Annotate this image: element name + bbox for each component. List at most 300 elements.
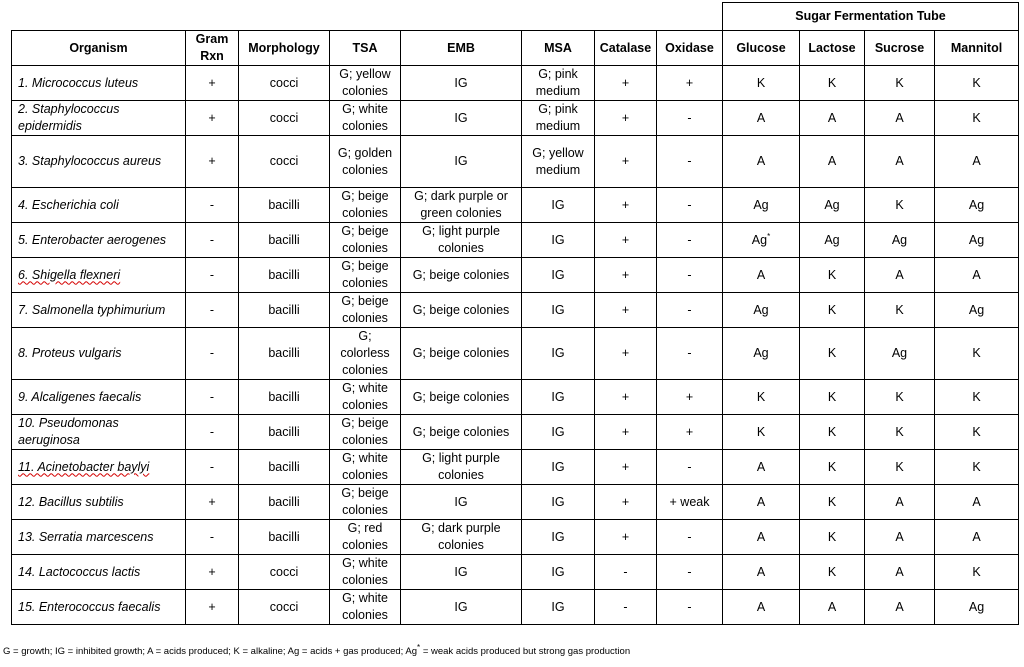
glucose-cell bbox=[723, 415, 800, 450]
gram-rxn-value: + bbox=[208, 494, 216, 509]
sucrose-cell bbox=[865, 380, 935, 415]
mannitol-cell bbox=[935, 450, 1019, 485]
glucose-cell bbox=[723, 328, 800, 380]
lactose-cell bbox=[800, 590, 865, 625]
emb-value: G; dark purple colonies bbox=[421, 521, 501, 552]
oxidase-cell bbox=[657, 520, 723, 555]
organism-name: 3. Staphylococcus aureus bbox=[18, 154, 162, 168]
mannitol-cell bbox=[935, 415, 1019, 450]
sucrose-value: A bbox=[895, 494, 904, 509]
msa-cell bbox=[522, 555, 595, 590]
glucose-cell bbox=[723, 520, 800, 555]
gram-rxn-cell bbox=[186, 555, 239, 590]
emb-value: G; beige colonies bbox=[412, 267, 510, 282]
emb-cell bbox=[401, 136, 522, 188]
catalase-value: + bbox=[621, 529, 630, 544]
table-row bbox=[12, 415, 1019, 450]
catalase-cell bbox=[595, 101, 657, 136]
lactose-value: K bbox=[827, 564, 837, 579]
catalase-value: + bbox=[621, 110, 630, 125]
mannitol-cell bbox=[935, 66, 1019, 101]
tsa-cell bbox=[330, 66, 401, 101]
group-header-row bbox=[12, 3, 1019, 31]
footnote-text-end: = weak acids produced but strong gas production bbox=[422, 646, 631, 657]
msa-cell bbox=[522, 485, 595, 520]
organism-cell bbox=[12, 328, 186, 380]
emb-cell bbox=[401, 223, 522, 258]
oxidase-cell bbox=[657, 136, 723, 188]
lactose-value: K bbox=[827, 529, 837, 544]
lactose-value: A bbox=[827, 154, 837, 168]
table-footnote bbox=[3, 642, 631, 657]
organism-cell bbox=[12, 136, 186, 188]
sucrose-value: A bbox=[895, 267, 904, 282]
msa-cell bbox=[522, 293, 595, 328]
mannitol-value: Ag bbox=[968, 599, 985, 614]
sucrose-value: K bbox=[895, 75, 904, 90]
organism-cell bbox=[12, 293, 186, 328]
catalase-cell bbox=[595, 415, 657, 450]
tsa-value: G; golden colonies bbox=[337, 145, 393, 177]
table-row bbox=[12, 450, 1019, 485]
gram-rxn-cell bbox=[186, 520, 239, 555]
lactose-cell bbox=[800, 66, 865, 101]
tsa-value: G; yellow colonies bbox=[339, 67, 391, 98]
sucrose-value: K bbox=[895, 424, 904, 439]
mannitol-value: K bbox=[972, 459, 981, 474]
lactose-value: K bbox=[827, 346, 837, 360]
sucrose-value: Ag bbox=[891, 346, 908, 360]
catalase-value: + bbox=[621, 346, 630, 360]
glucose-value: A bbox=[756, 154, 766, 168]
col-header-msa: MSA bbox=[522, 31, 595, 66]
mannitol-cell bbox=[935, 590, 1019, 625]
emb-value: IG bbox=[454, 599, 468, 614]
glucose-cell bbox=[723, 66, 800, 101]
mannitol-value: Ag bbox=[968, 197, 985, 212]
oxidase-value: - bbox=[687, 459, 692, 474]
tsa-value: G; red colonies bbox=[342, 521, 388, 552]
tsa-cell bbox=[330, 415, 401, 450]
msa-cell bbox=[522, 223, 595, 258]
catalase-value: + bbox=[621, 267, 630, 282]
sucrose-value: K bbox=[895, 389, 904, 404]
tsa-cell bbox=[330, 380, 401, 415]
morphology-cell bbox=[239, 293, 330, 328]
oxidase-cell bbox=[657, 485, 723, 520]
organism-name: 15. Enterococcus faecalis bbox=[18, 599, 161, 614]
header-spacer bbox=[330, 3, 401, 31]
lactose-cell bbox=[800, 328, 865, 380]
morphology-cell bbox=[239, 101, 330, 136]
oxidase-cell bbox=[657, 101, 723, 136]
tsa-cell bbox=[330, 555, 401, 590]
oxidase-value: + bbox=[685, 389, 694, 404]
tsa-cell bbox=[330, 258, 401, 293]
organism-cell bbox=[12, 258, 186, 293]
morphology-cell bbox=[239, 555, 330, 590]
header-spacer bbox=[401, 3, 522, 31]
header-spacer bbox=[595, 3, 657, 31]
oxidase-cell bbox=[657, 258, 723, 293]
lactose-value: K bbox=[827, 267, 837, 282]
gram-rxn-cell bbox=[186, 380, 239, 415]
mannitol-value: K bbox=[972, 75, 981, 90]
catalase-value: + bbox=[621, 232, 630, 247]
organism-cell bbox=[12, 380, 186, 415]
emb-cell bbox=[401, 590, 522, 625]
header-spacer bbox=[522, 3, 595, 31]
msa-cell bbox=[522, 101, 595, 136]
sucrose-cell bbox=[865, 328, 935, 380]
morphology-cell bbox=[239, 223, 330, 258]
table-row bbox=[12, 258, 1019, 293]
organism-name: 11. Acinetobacter baylyi bbox=[18, 459, 150, 474]
oxidase-value: - bbox=[687, 232, 692, 247]
glucose-cell bbox=[723, 101, 800, 136]
organism-cell bbox=[12, 101, 186, 136]
mannitol-cell bbox=[935, 380, 1019, 415]
tsa-cell bbox=[330, 328, 401, 380]
morphology-value: cocci bbox=[269, 154, 299, 168]
tsa-cell bbox=[330, 590, 401, 625]
lactose-cell bbox=[800, 293, 865, 328]
glucose-cell bbox=[723, 188, 800, 223]
morphology-value: bacilli bbox=[268, 346, 300, 360]
lactose-cell bbox=[800, 188, 865, 223]
emb-cell bbox=[401, 293, 522, 328]
oxidase-cell bbox=[657, 328, 723, 380]
lactose-value: K bbox=[827, 389, 837, 404]
organism-name: 1. Micrococcus luteus bbox=[18, 75, 139, 90]
col-header-sucrose: Sucrose bbox=[865, 31, 935, 66]
morphology-value: bacilli bbox=[268, 494, 300, 509]
oxidase-value: + bbox=[685, 424, 694, 439]
sucrose-value: A bbox=[895, 154, 904, 168]
footnote-asterisk: * bbox=[417, 642, 421, 652]
organism-cell bbox=[12, 223, 186, 258]
tsa-value: G; white colonies bbox=[342, 102, 388, 133]
catalase-value: - bbox=[623, 599, 628, 614]
catalase-value: + bbox=[621, 389, 630, 404]
emb-value: G; beige colonies bbox=[412, 389, 510, 404]
msa-cell bbox=[522, 380, 595, 415]
glucose-value: Ag bbox=[753, 197, 769, 212]
oxidase-value: - bbox=[687, 529, 692, 544]
msa-cell bbox=[522, 188, 595, 223]
oxidase-cell bbox=[657, 450, 723, 485]
morphology-cell bbox=[239, 136, 330, 188]
morphology-value: bacilli bbox=[268, 389, 300, 404]
msa-cell bbox=[522, 590, 595, 625]
glucose-value: A bbox=[756, 564, 766, 579]
sucrose-cell bbox=[865, 485, 935, 520]
gram-rxn-value: + bbox=[208, 154, 216, 168]
lactose-cell bbox=[800, 450, 865, 485]
sucrose-cell bbox=[865, 136, 935, 188]
lactose-value: A bbox=[827, 599, 837, 614]
glucose-value: Ag bbox=[751, 232, 768, 247]
msa-value: IG bbox=[551, 197, 565, 212]
emb-value: IG bbox=[454, 110, 468, 125]
sucrose-cell bbox=[865, 450, 935, 485]
emb-value: G; beige colonies bbox=[412, 302, 510, 317]
sucrose-cell bbox=[865, 101, 935, 136]
catalase-cell bbox=[595, 485, 657, 520]
organism-name: 13. Serratia marcescens bbox=[18, 529, 154, 544]
glucose-value: Ag bbox=[753, 302, 769, 317]
mannitol-cell bbox=[935, 136, 1019, 188]
gram-rxn-value: - bbox=[209, 302, 215, 317]
glucose-cell bbox=[723, 555, 800, 590]
mannitol-value: K bbox=[972, 389, 981, 404]
catalase-cell bbox=[595, 66, 657, 101]
catalase-cell bbox=[595, 520, 657, 555]
morphology-value: bacilli bbox=[268, 197, 300, 212]
glucose-value: K bbox=[756, 75, 766, 90]
sucrose-cell bbox=[865, 555, 935, 590]
mannitol-cell bbox=[935, 328, 1019, 380]
glucose-value: K bbox=[756, 424, 766, 439]
tsa-value: G; beige colonies bbox=[341, 259, 389, 290]
msa-value: G; yellow medium bbox=[532, 145, 584, 177]
column-header-row bbox=[12, 31, 1019, 66]
oxidase-cell bbox=[657, 66, 723, 101]
col-header-organism: Organism bbox=[12, 31, 186, 66]
organism-name: 6. Shigella flexneri bbox=[18, 267, 121, 282]
emb-value: G; light purple colonies bbox=[422, 224, 500, 255]
sucrose-value: A bbox=[895, 599, 904, 614]
morphology-cell bbox=[239, 380, 330, 415]
mannitol-value: A bbox=[972, 154, 981, 168]
gram-rxn-cell bbox=[186, 293, 239, 328]
msa-value: IG bbox=[551, 267, 565, 282]
col-header-emb: EMB bbox=[401, 31, 522, 66]
lactose-value: Ag bbox=[824, 232, 840, 247]
gram-rxn-value: - bbox=[209, 529, 215, 544]
lactose-cell bbox=[800, 555, 865, 590]
morphology-value: bacilli bbox=[268, 529, 300, 544]
oxidase-cell bbox=[657, 188, 723, 223]
oxidase-cell bbox=[657, 223, 723, 258]
emb-cell bbox=[401, 258, 522, 293]
lactose-cell bbox=[800, 485, 865, 520]
catalase-value: + bbox=[621, 302, 630, 317]
morphology-value: cocci bbox=[269, 564, 299, 579]
mannitol-value: K bbox=[972, 110, 981, 125]
header-spacer bbox=[239, 3, 330, 31]
tsa-cell bbox=[330, 188, 401, 223]
mannitol-value: K bbox=[972, 424, 981, 439]
tsa-value: G; white colonies bbox=[342, 556, 388, 587]
emb-cell bbox=[401, 101, 522, 136]
tsa-cell bbox=[330, 223, 401, 258]
catalase-cell bbox=[595, 450, 657, 485]
gram-rxn-cell bbox=[186, 590, 239, 625]
catalase-value: + bbox=[621, 459, 630, 474]
glucose-footnote-marker: * bbox=[767, 231, 771, 241]
morphology-value: cocci bbox=[269, 110, 299, 125]
gram-rxn-value: + bbox=[208, 110, 216, 125]
gram-rxn-cell bbox=[186, 328, 239, 380]
table-body bbox=[12, 66, 1019, 625]
tsa-value: G; beige colonies bbox=[341, 294, 389, 325]
glucose-value: A bbox=[756, 599, 766, 614]
msa-value: IG bbox=[551, 302, 565, 317]
organism-cell bbox=[12, 555, 186, 590]
sucrose-value: Ag bbox=[891, 232, 908, 247]
organism-cell bbox=[12, 485, 186, 520]
msa-value: IG bbox=[551, 529, 565, 544]
emb-value: IG bbox=[454, 494, 468, 509]
gram-rxn-cell bbox=[186, 258, 239, 293]
mannitol-cell bbox=[935, 101, 1019, 136]
sucrose-cell bbox=[865, 258, 935, 293]
tsa-cell bbox=[330, 450, 401, 485]
emb-value: G; light purple colonies bbox=[422, 451, 500, 482]
oxidase-value: - bbox=[687, 346, 692, 360]
emb-cell bbox=[401, 415, 522, 450]
catalase-cell bbox=[595, 328, 657, 380]
gram-rxn-value: - bbox=[209, 232, 215, 247]
catalase-cell bbox=[595, 590, 657, 625]
gram-rxn-value: - bbox=[209, 424, 215, 439]
emb-value: G; dark purple or green colonies bbox=[414, 189, 508, 220]
msa-cell bbox=[522, 258, 595, 293]
footnote-text-start: G = growth; IG = inhibited growth; A = acids produced; K = alkaline; Ag = acids + gas produced; Ag bbox=[3, 646, 418, 657]
catalase-cell bbox=[595, 555, 657, 590]
sucrose-cell bbox=[865, 590, 935, 625]
msa-cell bbox=[522, 328, 595, 380]
lactose-value: K bbox=[827, 494, 837, 509]
gram-rxn-value: + bbox=[208, 75, 216, 90]
emb-cell bbox=[401, 450, 522, 485]
organism-name: 8. Proteus vulgaris bbox=[18, 346, 122, 360]
oxidase-cell bbox=[657, 590, 723, 625]
msa-cell bbox=[522, 520, 595, 555]
sucrose-cell bbox=[865, 293, 935, 328]
oxidase-cell bbox=[657, 380, 723, 415]
sucrose-cell bbox=[865, 520, 935, 555]
catalase-value: + bbox=[621, 424, 630, 439]
emb-value: IG bbox=[454, 154, 468, 168]
col-header-morphology: Morphology bbox=[239, 31, 330, 66]
table-row bbox=[12, 66, 1019, 101]
mannitol-value: Ag bbox=[968, 232, 985, 247]
msa-cell bbox=[522, 415, 595, 450]
lactose-cell bbox=[800, 258, 865, 293]
lactose-value: K bbox=[827, 424, 837, 439]
tsa-value: G; colorless colonies bbox=[340, 329, 390, 377]
mannitol-value: A bbox=[972, 267, 981, 282]
morphology-value: cocci bbox=[269, 75, 299, 90]
header-spacer bbox=[657, 3, 723, 31]
mannitol-cell bbox=[935, 258, 1019, 293]
organism-cell bbox=[12, 450, 186, 485]
morphology-value: bacilli bbox=[268, 424, 300, 439]
gram-rxn-value: - bbox=[209, 459, 215, 474]
msa-value: IG bbox=[551, 459, 565, 474]
msa-cell bbox=[522, 66, 595, 101]
msa-cell bbox=[522, 450, 595, 485]
gram-rxn-cell bbox=[186, 223, 239, 258]
catalase-value: - bbox=[623, 564, 628, 579]
sugar-fermentation-group-header: Sugar Fermentation Tube bbox=[723, 3, 1019, 31]
msa-value: IG bbox=[551, 599, 565, 614]
tsa-value: G; beige colonies bbox=[341, 189, 389, 220]
msa-value: IG bbox=[551, 346, 565, 360]
tsa-value: G; beige colonies bbox=[341, 416, 389, 447]
morphology-cell bbox=[239, 590, 330, 625]
gram-rxn-value: - bbox=[209, 389, 215, 404]
oxidase-value: - bbox=[687, 197, 692, 212]
oxidase-value: + bbox=[685, 75, 694, 90]
table-row bbox=[12, 485, 1019, 520]
emb-cell bbox=[401, 485, 522, 520]
morphology-cell bbox=[239, 328, 330, 380]
msa-value: IG bbox=[551, 494, 565, 509]
organism-cell bbox=[12, 66, 186, 101]
organism-name: 2. Staphylococcus epidermidis bbox=[18, 102, 120, 133]
emb-cell bbox=[401, 188, 522, 223]
lactose-cell bbox=[800, 101, 865, 136]
catalase-cell bbox=[595, 258, 657, 293]
lactose-value: K bbox=[827, 75, 837, 90]
col-header-gram-rxn: Gram Rxn bbox=[186, 31, 239, 66]
glucose-cell bbox=[723, 485, 800, 520]
gram-rxn-cell bbox=[186, 101, 239, 136]
mannitol-value: K bbox=[972, 564, 981, 579]
morphology-cell bbox=[239, 520, 330, 555]
organism-name: 14. Lactococcus lactis bbox=[18, 564, 141, 579]
tsa-value: G; beige colonies bbox=[341, 224, 389, 255]
mannitol-value: Ag bbox=[968, 302, 985, 317]
organism-name: 4. Escherichia coli bbox=[18, 197, 119, 212]
oxidase-value: - bbox=[687, 110, 692, 125]
tsa-cell bbox=[330, 101, 401, 136]
msa-value: IG bbox=[551, 389, 565, 404]
gram-rxn-cell bbox=[186, 188, 239, 223]
sucrose-cell bbox=[865, 415, 935, 450]
organism-name: 5. Enterobacter aerogenes bbox=[18, 232, 167, 247]
catalase-value: + bbox=[621, 494, 630, 509]
table-row bbox=[12, 223, 1019, 258]
header-spacer bbox=[12, 3, 186, 31]
msa-value: IG bbox=[551, 564, 565, 579]
gram-rxn-value: - bbox=[209, 346, 215, 360]
glucose-cell bbox=[723, 590, 800, 625]
morphology-value: cocci bbox=[269, 599, 299, 614]
organism-cell bbox=[12, 590, 186, 625]
tsa-cell bbox=[330, 293, 401, 328]
gram-rxn-value: - bbox=[209, 267, 215, 282]
organism-cell bbox=[12, 415, 186, 450]
msa-value: IG bbox=[551, 232, 565, 247]
tsa-value: G; white colonies bbox=[342, 451, 388, 482]
emb-cell bbox=[401, 328, 522, 380]
col-header-mannitol: Mannitol bbox=[935, 31, 1019, 66]
organism-name: 7. Salmonella typhimurium bbox=[18, 302, 166, 317]
mannitol-value: K bbox=[972, 346, 981, 360]
sucrose-value: K bbox=[895, 197, 904, 212]
emb-value: G; beige colonies bbox=[412, 346, 510, 360]
gram-rxn-cell bbox=[186, 485, 239, 520]
mannitol-value: A bbox=[972, 529, 981, 544]
morphology-cell bbox=[239, 188, 330, 223]
oxidase-cell bbox=[657, 415, 723, 450]
tsa-cell bbox=[330, 485, 401, 520]
oxidase-value: + weak bbox=[669, 494, 710, 509]
